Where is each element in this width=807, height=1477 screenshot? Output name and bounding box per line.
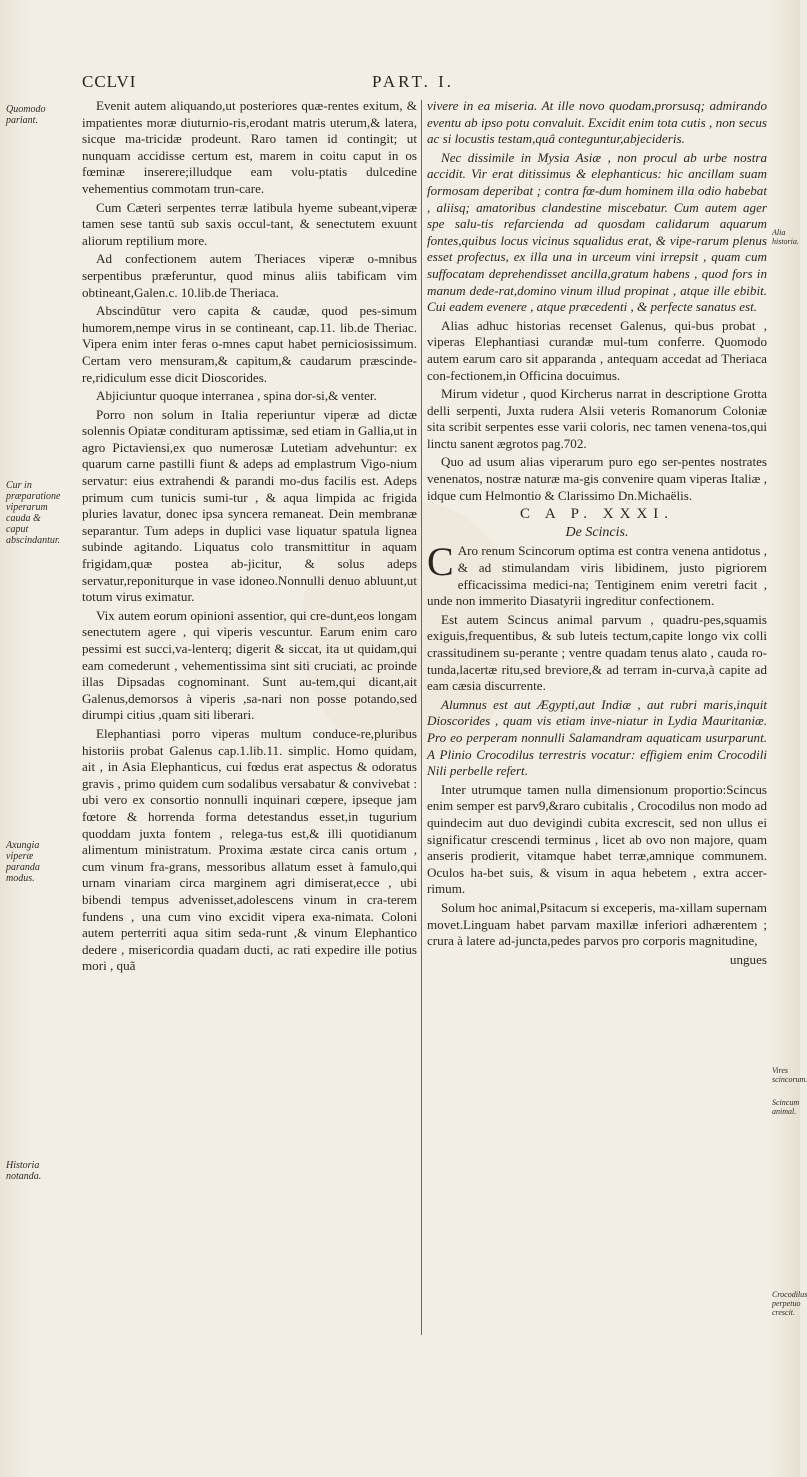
right-column [427,98,767,970]
paragraph: Abjiciuntur quoque interranea , spina dor-si,& venter. [96,388,377,404]
chapter-title: C A P. XXXI. [519,506,675,523]
margin-note-right: Vires scincorum. [772,1066,807,1084]
paragraph: Mirum videtur , quod Kircherus narrat in descriptione Grotta delli serpenti, Juxta rudera Alsii veteris Romanorum Coloniæ sita scribit serpentes esse varii coloris, nec tamen venena-tos,qui linctu sanent ægrotos pag.702. [427,386,767,451]
margin-note-left: Axungia viperæ paranda modus. [6,840,40,884]
paragraph: Inter utrumque tamen nulla dimensionum proportio:Scincus enim semper est parv9,&raro cubitalis , Crocodilus non modo ad quindecim aut duo devigindi cubita excrescit, sed non ullus ei significatur crescendi terminus , licet ab ovo non majore, quam anseris prodierit, vitamque habet terræ,amnique communem. Oculos ha-bet suis, & visum in aqua hebetem , extra accer-rimum. [427,781,767,897]
paragraph: Alias adhuc historias recenset Galenus, qui-bus probat , viperas Elephantiasi curandæ mul-tum conferre. Quomodo autem earum caro sit apparanda , antequam accedat ad Theriaca con-fectionem,in Officina docuimus. [427,317,767,383]
paragraph: Porro non solum in Italia reperiuntur viperæ ad dictæ solennis Opiatæ condituram aptissimæ, sed etiam in Gallia,ut in agro Pictaviensi,ex quo numerosæ Lutetiam advehuntur: ex quarum carne pastilli fiunt & adeps ad emplastrum Vigo-nium servatur: eius extrahendi & parandi mo-dus facilis est. Adeps primum cum tunicis sumi-tur , & aqua limpida ac frigida pluries lavatur, donec ipsa syncera remaneat. Dein membranæ separantur. Tum adeps in duplici vase liquatur spatula lignea subinde agitando. Liquatus colo transmittitur in aquam frigidam,quæ postea ab-jicitur, & solus adeps servatur,reponiturque in vase idoneo.Nonnulli denuo abluunt,ut totum virus eximatur. [82,406,417,605]
running-header [82,72,772,98]
margin-note-left: Cur in præparatione viperarum cauda & caput abscindantur. [6,480,61,546]
part-heading: PART. I. [372,72,455,91]
paragraph: Ad confectionem autem Theriaces viperæ o-mnibus serpentibus præferuntur, quod minus aliis tabificam vim obtineant,Galen.c. 10.lib.de Theriaca. [82,251,417,300]
page-number: CCLVI [82,72,137,91]
paragraph: Est autem Scincus animal parvum , quadru-pes,squamis exiguis,frequentibus, & sub luteis tectum,capite longo vix colli crassitudinem su-perante ; ventre quadam tenus alato , cauda ro-tunda,lacertæ ritu,sed breviore,& ad terram in-curva,à capite ad eam cæsia discurrente. [427,611,767,694]
chapter-first-paragraph [427,539,767,609]
paragraph: Solum hoc animal,Psitacum si exceperis, ma-xillam supernam movet.Linguam habet parvam maxillæ inferiori adhærentem ; crura à latere ad-juncta,pedes parvos pro corporis magnitudine, [427,899,767,949]
left-column [82,98,417,977]
paragraph: Cum Cæteri serpentes terræ latibula hyeme subeant,viperæ tamen sese tantū sub saxis occul-tant, & senectutem exuunt aliorum reptilium more. [82,199,417,248]
margin-note-right: Alia historia. [772,228,799,246]
margin-note-right: Scincum animal. [772,1098,800,1116]
drop-cap: C [427,539,454,585]
paragraph: Nec dissimile in Mysia Asiæ , non procul ab urbe nostra accidit. Vir erat ditissimus & elephanticus: hic ancillam suam formosam deperibat ; contra fœ-dum hominem illa odio habebat , aliisq; amatoribus clandestine miscebatur. Cum autem ager spe salu-tis refarcienda ad quosdam calidarum aquarum fontes,quibus locus vicinus squalidus erat, & vipe-rarum plenus esset profectus, ex illa una in urceum vini irrepsit , quam cum suffocatam deprehendisset ancilla,gratum habens , quod fors in manum dede-rat,domino vinum illud propinat , atque ille ebibit. Cui eadem evenere , atque præcedenti , & perfecte sanatus est. [427,149,767,315]
first-paragraph-text: Aro renum Scincorum optima est contra venena antidotus , & ad stimulandam viris libidinem, justo pigriorem efficacissima medici-na; Tentiginem enim veretri facit , unde non immerito Diasatyrii ingreditur confectionem. [427,543,767,609]
catchword: ungues [729,951,767,967]
paragraph: Elephantiasi porro viperas multum conduce-re,pluribus historiis probat Galenus cap.1.lib.11. simplic. Homo quidam, ait , in Asia Elephanticus, cui fœdus erat aspectus & odoratus gravis , primo quidem cum sodalibus versabatur & convivebat : ubi vero ex consortio nonnulli inquinari cœpere, ipseque jam fœtore & horrenda forma detestandus esset,in tugurium quoddam juxta fontem , relega-tus est,& illi quotidianum alimentum ministratum. Proxima æstate circa canis ortum , cum vinum fra-grans, messoribus allatum esset à famulo,qui urnam vinariam circa marginem agri dimiserat,ecce , ubi bibendi tempus advenisset,adolescens vinum in cra-terem fundens , una cum vino excidit vipera exa-nimata. Coloni autem perterriti aqua sitim seda-runt ,& vinum Elephantico dedere , misericordia quadam ducti, ac rati expedire ille potius mori , quã [82,725,417,974]
paragraph: vivere in ea miseria. At ille novo quodam,prorsusq; admirando eventu ab ipso potu convaluit. Excidit enim tota cutis , non secus ac si locustis testam,quâ conteguntur,abjecideris. [427,98,767,147]
margin-note-left: Historia notanda. [6,1160,42,1182]
paragraph: Abscindūtur vero capita & caudæ, quod pes-simum humorem,nempe virus in se contineant, cap.11. lib.de Theriac. Vipera enim inter feras o-mnes caput habet perniciosissimum. Certam vero mensuram,& capitum,& caudarum præscinde-re,ridiculum esse dicit Dioscorides. [82,303,417,385]
paragraph: Alumnus est aut Ægypti,aut Indiæ , aut rubri maris,inquit Dioscorides , quam vis etiam inve-niatur in Lydia Mauritaniæ. Pro eo perperam nonnulli Salamandram aquaticam usurparunt. A Plinio Crocodilus terrestris vocatur: effigiem enim Crocodili Nili perbelle refert. [427,696,767,779]
margin-note-left: Quomodo pariant. [6,104,46,126]
column-divider [421,100,422,1335]
margin-note-right: Crocodilus perpetuo crescit. [772,1290,807,1317]
paragraph: Vix autem eorum opinioni assentior, qui cre-dunt,eos longam senectutem agere , qui viperis vescuntur. Earum enim caro pessimi est succi,va-lenterq; digerit & siccat, ita ut quidam,qui eam comederunt , vehementissima sint siti cruciati, ac proinde illas Dipsadas cognominant. Sunt au-tem,qui dicant,ait Galenus,demorsos à viperis ,sa-nari non posse potando,sed dirumpi citius ,quam siti liberari. [82,607,417,723]
paragraph: Quo ad usum alias viperarum puro ego ser-pentes nostrates venenatos, nostræ naturæ ma-gis convenire quam viperas Italiæ , idque cum Helmontio & Clarissimo Dn.Michaëlis. [427,454,767,503]
chapter-subtitle: De Scincis. [565,524,629,540]
paragraph: Evenit autem aliquando,ut posteriores quæ-rentes exitum, & impatientes moræ diuturnio-ris,erodant matris uterum,& latera, sicque ma-tricidæ prodeunt. Raro tamen id contingit; ut nunquam accidisse certum est, marem in coitu caput in os fœminæ inserere;illudque eam volu-ptatis dulcedine vehementius commotam trun-care. [82,98,417,196]
